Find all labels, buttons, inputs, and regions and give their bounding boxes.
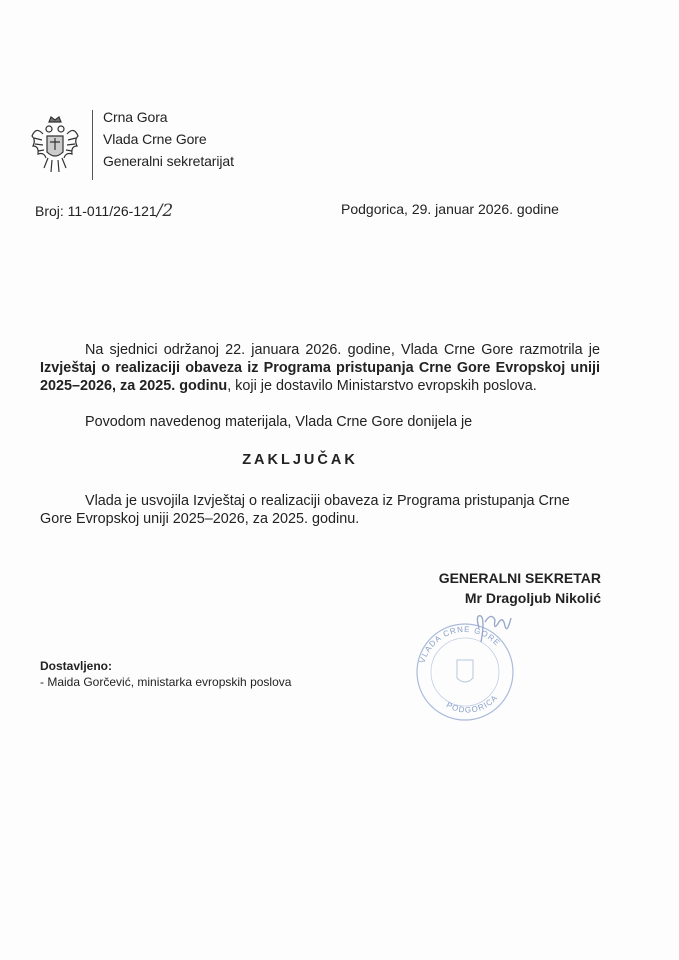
place-date: Podgorica, 29. januar 2026. godine [341, 201, 559, 217]
org-country: Crna Gora [103, 109, 168, 125]
delivery-block [40, 658, 291, 690]
paragraph-conclusion: Vlada je usvojila Izvještaj o realizaciji obaveza iz Programa pristupanja Crne Gore Evropskoj uniji 2025–2026, za 2025. godinu. [40, 493, 570, 527]
p1-start: Na sjednici održanoj 22. januara 2026. godine, Vlada Crne Gore razmotrila je [85, 342, 600, 358]
conclusion-heading: ZAKLJUČAK [242, 452, 358, 468]
stamp-emblem [457, 660, 473, 682]
reference-number [35, 201, 173, 221]
org-secretariat: Generalni sekretarijat [103, 153, 234, 169]
organization-block [103, 106, 234, 172]
stamp-top-text: VLADA CRNE GORE [417, 624, 503, 665]
paragraph-decision-intro: Povodom navedenog materijala, Vlada Crne Gore donijela je [85, 414, 473, 430]
org-government: Vlada Crne Gore [103, 131, 207, 147]
official-stamp [405, 612, 525, 724]
header-divider [92, 110, 93, 180]
paragraph-session [40, 341, 600, 395]
delivery-label: Dostavljeno: [40, 659, 113, 673]
p1-end: , koji je dostavilo Ministarstvo evropskih poslova. [227, 378, 537, 394]
reference-number-text: Broj: 11-011/26-121 [35, 203, 157, 219]
p1-report-title: Izvještaj o realizaciji obaveza iz Programa pristupanja Crne Gore Evropskoj uniji 2025–2026, za 2025. godinu [40, 360, 600, 394]
stamp-bottom-text: PODGORICA [444, 692, 500, 715]
handwritten-suffix: /2 [156, 201, 174, 221]
signature-block [439, 568, 601, 608]
signature-title: GENERALNI SEKRETAR [438, 570, 601, 586]
signature-name: Mr Dragoljub Nikolić [464, 590, 601, 606]
coat-of-arms-icon [30, 114, 80, 176]
delivery-recipient: - Maida Gorčević, ministarka evropskih poslova [40, 675, 292, 689]
letterhead [30, 106, 234, 180]
